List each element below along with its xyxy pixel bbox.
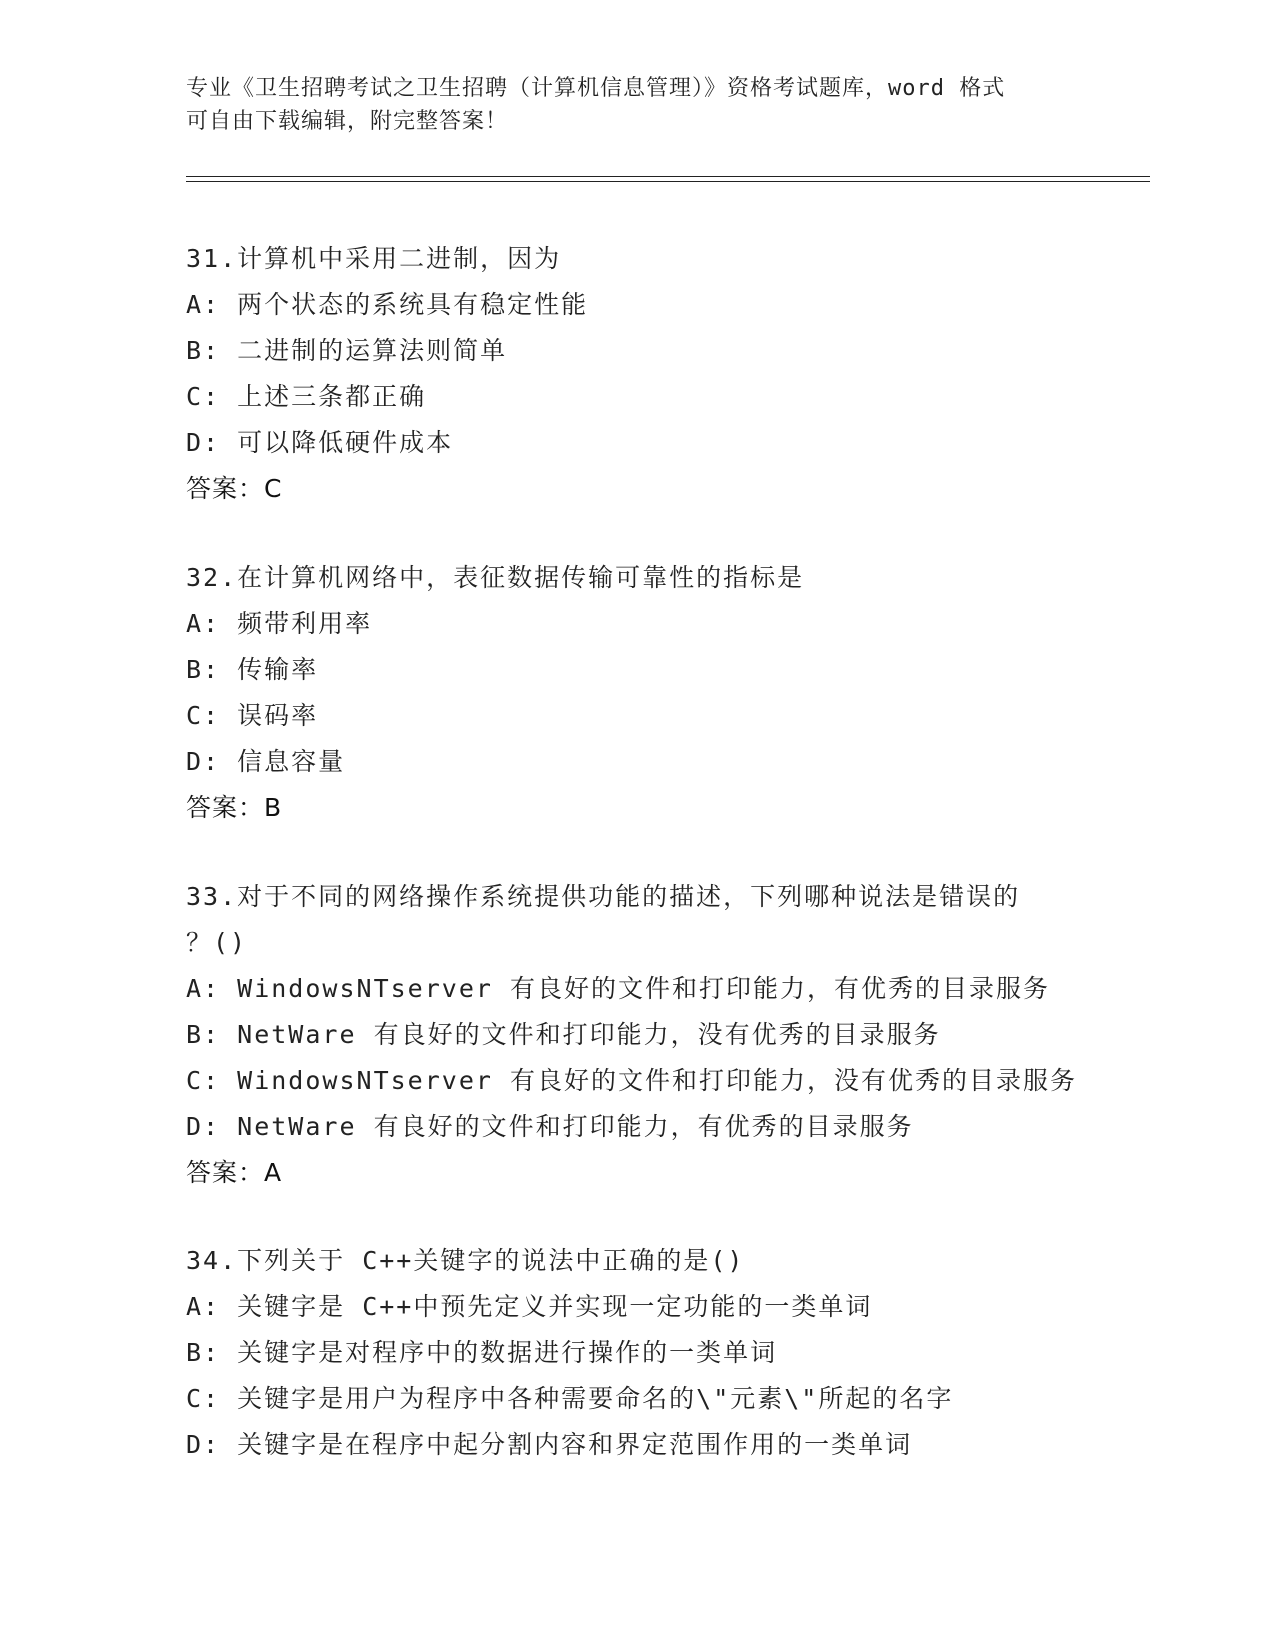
- option-a: A: 两个状态的系统具有稳定性能: [186, 290, 589, 319]
- option-d: D: 可以降低硬件成本: [186, 428, 454, 457]
- document-header: [186, 72, 1086, 138]
- question-stem: 31.计算机中采用二进制，因为: [186, 244, 562, 273]
- question-33: [186, 874, 1086, 1196]
- option-b: B: 二进制的运算法则简单: [186, 336, 508, 365]
- option-a: A: 频带利用率: [186, 609, 373, 638]
- answer: 答案：B: [186, 793, 283, 822]
- question-stem: 32.在计算机网络中，表征数据传输可靠性的指标是: [186, 563, 805, 592]
- question-stem: 33.对于不同的网络操作系统提供功能的描述，下列哪种说法是错误的: [186, 882, 1021, 911]
- question-stem: 34.下列关于 C++关键字的说法中正确的是(): [186, 1246, 745, 1275]
- option-b: B: 传输率: [186, 655, 319, 684]
- question-31: [186, 236, 1086, 512]
- option-d: D: 信息容量: [186, 747, 346, 776]
- option-d: D: 关键字是在程序中起分割内容和界定范围作用的一类单词: [186, 1430, 913, 1459]
- header-line-2: 可自由下载编辑，附完整答案！: [186, 109, 509, 134]
- option-b: B: NetWare 有良好的文件和打印能力，没有优秀的目录服务: [186, 1020, 941, 1049]
- answer: 答案：C: [186, 474, 283, 503]
- option-d: D: NetWare 有良好的文件和打印能力，有优秀的目录服务: [186, 1112, 914, 1141]
- option-c: C: 误码率: [186, 701, 319, 730]
- option-b: B: 关键字是对程序中的数据进行操作的一类单词: [186, 1338, 778, 1367]
- header-line-1: 专业《卫生招聘考试之卫生招聘（计算机信息管理）》资格考试题库，word 格式: [186, 76, 1006, 101]
- question-34: [186, 1238, 1086, 1468]
- option-c: C: 关键字是用户为程序中各种需要命名的\"元素\"所起的名字: [186, 1384, 954, 1413]
- question-stem-continued: ？(): [186, 928, 248, 957]
- header-divider-bottom: [186, 181, 1150, 182]
- option-a: A: 关键字是 C++中预先定义并实现一定功能的一类单词: [186, 1292, 873, 1321]
- option-c: C: WindowsNTserver 有良好的文件和打印能力，没有优秀的目录服务: [186, 1066, 1077, 1095]
- answer: 答案：A: [186, 1158, 283, 1187]
- question-32: [186, 555, 1086, 831]
- header-divider-top: [186, 176, 1150, 177]
- option-c: C: 上述三条都正确: [186, 382, 427, 411]
- option-a: A: WindowsNTserver 有良好的文件和打印能力，有优秀的目录服务: [186, 974, 1050, 1003]
